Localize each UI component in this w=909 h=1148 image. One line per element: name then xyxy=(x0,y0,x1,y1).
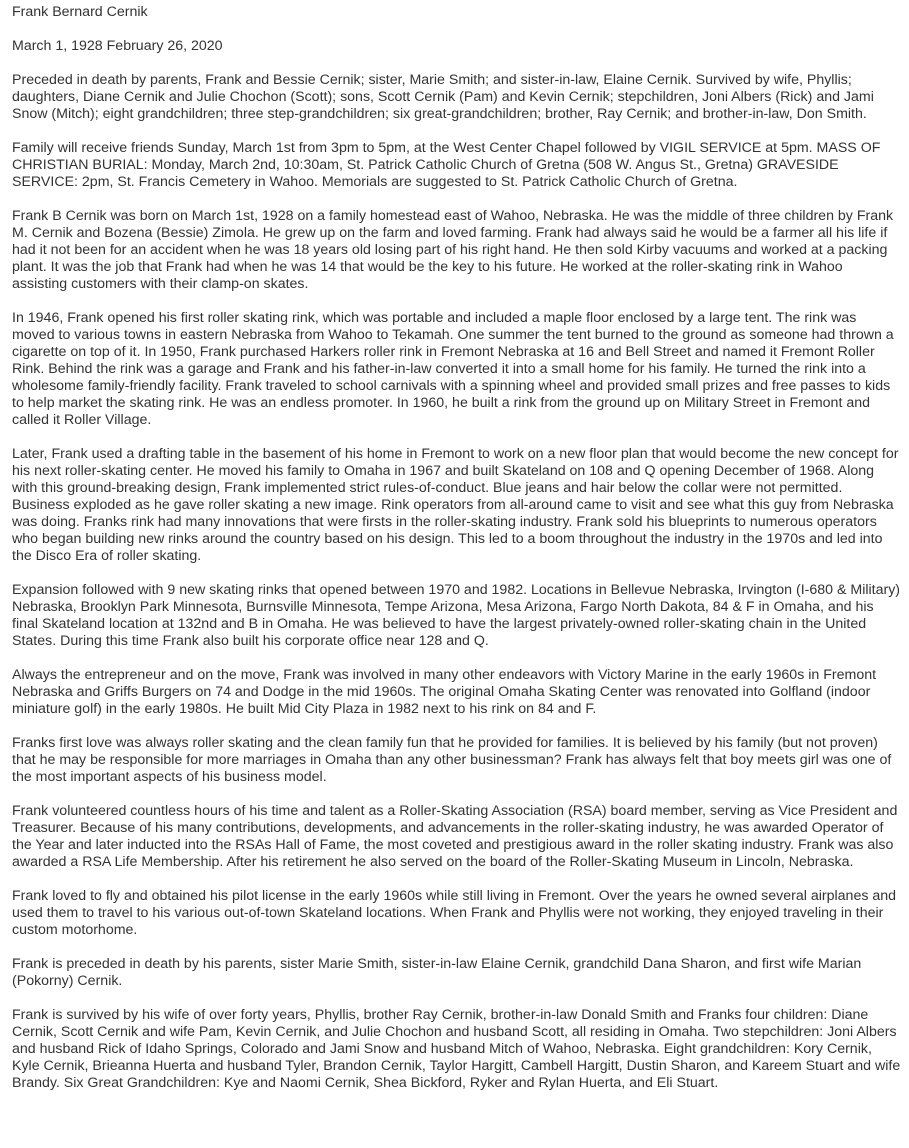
paragraph-survived: Frank is survived by his wife of over forty years, Phyllis, brother Ray Cernik, brother-in-law Donald Smith and Franks four children: Diane Cernik, Scott Cernik and wife Pam, Kevin Cernik, and Julie Chochon and husband Scott, all residing in Omaha. Two stepchildren: Joni Albers and husband Rick of Idaho Springs, Colorado and Jami Snow and husband Mitch of Wahoo, Nebraska. Eight grandchildren: Kory Cernik, Kyle Cernik, Brieanna Huerta and husband Tyler, Brandon Cernik, Taylor Hargitt, Cambell Hargitt, Dustin Sharon, and Kareem Stuart and wife Brandy. Six Great Grandchildren: Kye and Naomi Cernik, Shea Bickford, Ryker and Rylan Huerta, and Eli Stuart. xyxy=(12,1007,901,1091)
paragraph-first-rink: In 1946, Frank opened his first roller skating rink, which was portable and included a maple floor enclosed by a large tent. The rink was moved to various towns in eastern Nebraska from Wahoo to Tekamah. One summer the tent burned to the ground as someone had thrown a cigarette on top of it. In 1950, Frank purchased Harkers roller rink in Fremont Nebraska at 16 and Bell Street and named it Fremont Roller Rink. Behind the rink was a garage and Frank and his father-in-law converted it into a small home for his family. He turned the rink into a wholesome family-friendly facility. Frank traveled to school carnivals with a spinning wheel and provided small prizes and free passes to kids to help market the skating rink. He was an endless promoter. In 1960, he built a rink from the ground up on Military Street in Fremont and called it Roller Village. xyxy=(12,310,894,428)
paragraph-preceded: Frank is preceded in death by his parents, sister Marie Smith, sister-in-law Elaine Cernik, grandchild Dana Sharon, and first wife Marian (Pokorny) Cernik. xyxy=(12,956,862,989)
paragraph-first-love: Franks first love was always roller skating and the clean family fun that he provided for families. It is believed by his family (but not proven) that he may be responsible for more marriages in Omaha than any other businessman? Frank has always felt that boy meets girl was one of the most important aspects of his business model. xyxy=(12,735,892,785)
paragraph-rsa: Frank volunteered countless hours of his time and talent as a Roller-Skating Association (RSA) board member, serving as Vice President and Treasurer. Because of his many contributions, developments, and advancements in the roller-skating industry, he was awarded Operator of the Year and later inducted into the RSAs Hall of Fame, the most coveted and prestigious award in the roller skating industry. Frank was also awarded a RSA Life Membership. After his retirement he also served on the board of the Roller-Skating Museum in Lincoln, Nebraska. xyxy=(12,803,898,870)
obituary-dates: March 1, 1928 February 26, 2020 xyxy=(12,38,223,54)
paragraph-entrepreneur: Always the entrepreneur and on the move, Frank was involved in many other endeavors with Victory Marine in the early 1960s in Fremont Nebraska and Griffs Burgers on 74 and Dodge in the mid 1960s. The original Omaha Skating Center was renovated into Golfland (indoor miniature golf) in the early 1980s. He built Mid City Plaza in 1982 next to his rink on 84 and F. xyxy=(12,667,877,717)
paragraph-survivors-summary: Preceded in death by parents, Frank and Bessie Cernik; sister, Marie Smith; and sister-in-law, Elaine Cernik. Survived by wife, Phyllis; daughters, Diane Cernik and Julie Chochon (Scott); sons, Scott Cernik (Pam) and Kevin Cernik; stepchildren, Joni Albers (Rick) and Jami Snow (Mitch); eight grandchildren; three step-grandchildren; six great-grandchildren; brother, Ray Cernik; and brother-in-law, Don Smith. xyxy=(12,72,874,122)
paragraph-early-life: Frank B Cernik was born on March 1st, 1928 on a family homestead east of Wahoo, Nebraska. He was the middle of three children by Frank M. Cernik and Bozena (Bessie) Zimola. He grew up on the farm and loved farming. Frank had always said he would be a farmer all his life if had it not been for an accident when he was 18 years old losing part of his right hand. He then sold Kirby vacuums and worked at a packing plant. It was the job that Frank had when he was 14 that would be the key to his future. He worked at the roller-skating rink in Wahoo assisting customers with their clamp-on skates. xyxy=(12,208,894,292)
paragraph-services: Family will receive friends Sunday, March 1st from 3pm to 5pm, at the West Center Chapel followed by VIGIL SERVICE at 5pm. MASS OF CHRISTIAN BURIAL: Monday, March 2nd, 10:30am, St. Patrick Catholic Church of Gretna (508 W. Angus St., Gretna) GRAVESIDE SERVICE: 2pm, St. Francis Cemetery in Wahoo. Memorials are suggested to St. Patrick Catholic Church of Gretna. xyxy=(12,140,881,190)
paragraph-skateland: Later, Frank used a drafting table in the basement of his home in Fremont to work on a new floor plan that would become the new concept for his next roller-skating center. He moved his family to Omaha in 1967 and built Skateland on 108 and Q opening December of 1968. Along with this ground-breaking design, Frank implemented strict rules-of-conduct. Blue jeans and hair below the collar were not permitted. Business exploded as he gave roller skating a new image. Rink operators from all-around came to visit and see what this guy from Nebraska was doing. Franks rink had many innovations that were firsts in the roller-skating industry. Frank sold his blueprints to numerous operators who began building new rinks around the country based on his design. This led to a boom throughout the industry in the 1970s and led into the Disco Era of roller skating. xyxy=(12,446,899,564)
paragraph-pilot: Frank loved to fly and obtained his pilot license in the early 1960s while still living in Fremont. Over the years he owned several airplanes and used them to travel to his various out-of-town Skateland locations. When Frank and Phyllis were not working, they enjoyed traveling in their custom motorhome. xyxy=(12,888,897,938)
obituary-name: Frank Bernard Cernik xyxy=(12,4,148,20)
paragraph-expansion: Expansion followed with 9 new skating rinks that opened between 1970 and 1982. Locations in Bellevue Nebraska, Irvington (I-680 & Military) Nebraska, Brooklyn Park Minnesota, Burnsville Minnesota, Tempe Arizona, Mesa Arizona, Fargo North Dakota, 84 & F in Omaha, and his final Skateland location at 132nd and B in Omaha. He was believed to have the largest privately-owned roller-skating chain in the United States. During this time Frank also built his corporate office near 128 and Q. xyxy=(12,582,901,649)
